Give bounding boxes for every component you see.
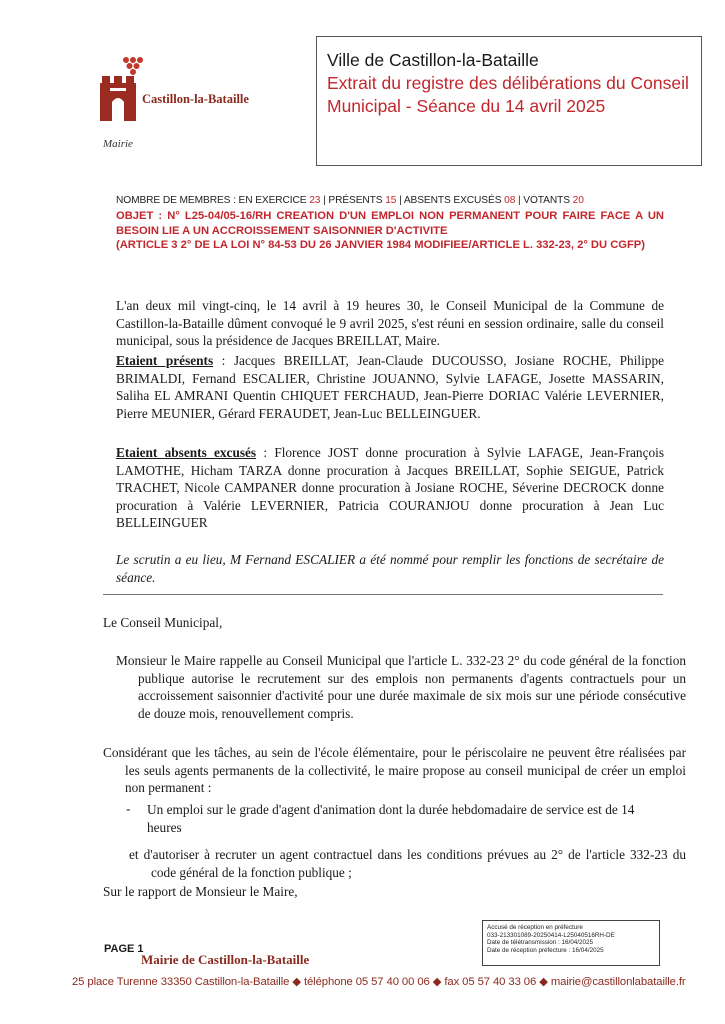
members-excuses-label: | ABSENTS EXCUSÉS bbox=[396, 195, 505, 206]
members-en-exercice: 23 bbox=[309, 195, 321, 206]
prefecture-stamp bbox=[482, 920, 660, 966]
autoriser-paragraph: et d'autoriser à recruter un agent contractuel dans les conditions prévues au 2° de l'article 332-23 du code général de la fonction publique ; bbox=[129, 847, 686, 880]
presents-text: : Jacques BREILLAT, Jean-Claude DUCOUSSO, Josiane ROCHE, Philippe BRIMALDI, Fernand ESCALIER, Christine JOUANNO, Sylvie LAFAGE, Josette MASSARIN, Saliha EL AMRANI Quentin CHIQUET FERCHAUD, Jean-Pierre DORIAC Valérie LEVERNIER, Pierre MEUNIER, Gérard FERAUDET, Jean-Luc BELLEINGUER. bbox=[116, 353, 664, 421]
considerant-paragraph: Considérant que les tâches, au sein de l'école élémentaire, pour le périscolaire ne peuvent être réalisées par les seuls agents permanents de la collectivité, le maire propose au conseil municipal de créer un emploi non permanent : bbox=[103, 745, 686, 795]
objet-block bbox=[116, 209, 664, 253]
members-excuses: 08 bbox=[504, 195, 516, 206]
stamp-line-2: 033-213301089-20250414-L25040516RH-DE bbox=[487, 931, 615, 939]
grapes-icon bbox=[123, 57, 143, 75]
footer-address: 25 place Turenne 33350 Castillon-la-Bataille ◆ téléphone 05 57 40 00 06 ◆ fax 05 57 40 33 06 ◆ mairie@castillonlabataille.fr bbox=[72, 976, 686, 988]
stamp-line-1: Accusé de réception en préfecture bbox=[487, 924, 583, 931]
conseil-heading: Le Conseil Municipal, bbox=[103, 615, 223, 630]
absents-paragraph bbox=[116, 444, 664, 532]
members-votants: 20 bbox=[572, 195, 584, 206]
logo-subtitle: Mairie bbox=[103, 138, 133, 150]
header-extract: Extrait du registre des délibérations du Conseil Municipal - Séance du 14 avril 2025 bbox=[327, 73, 689, 116]
objet-article: (ARTICLE 3 2° DE LA LOI N° 84-53 DU 26 JANVIER 1984 MODIFIEE/ARTICLE L. 332-23, 2° DU CGFP) bbox=[116, 239, 645, 251]
bullet-text: Un emploi sur le grade d'agent d'animation dont la durée hebdomadaire de service est de 14 heures bbox=[147, 802, 635, 835]
rapport-line: Sur le rapport de Monsieur le Maire, bbox=[103, 884, 298, 899]
logo-name: Castillon-la-Bataille bbox=[142, 92, 249, 106]
members-count bbox=[116, 195, 584, 206]
separator-line bbox=[103, 594, 663, 595]
members-prefix: NOMBRE DE MEMBRES : EN EXERCICE bbox=[116, 195, 310, 206]
stamp-line-4: Date de réception préfecture : 16/04/2025 bbox=[487, 946, 604, 954]
absents-label: Etaient absents excusés bbox=[116, 445, 257, 460]
city-logo bbox=[96, 54, 152, 124]
scrutin-paragraph: Le scrutin a eu lieu, M Fernand ESCALIER a été nommé pour remplir les fonctions de secrétaire de séance. bbox=[116, 552, 664, 585]
header-city: Ville de Castillon-la-Bataille bbox=[327, 50, 539, 70]
objet-title: OBJET : N° L25-04/05-16/RH CREATION D'UN EMPLOI NON PERMANENT POUR FAIRE FACE A UN BESOIN LIE A UN ACCROISSEMENT SAISONNIER D'ACTIVITE bbox=[116, 210, 664, 237]
intro-paragraph: L'an deux mil vingt-cinq, le 14 avril à 19 heures 30, le Conseil Municipal de la Commune de Castillon-la-Bataille dûment convoqué le 9 avril 2025, s'est réuni en session ordinaire, salle du conseil municipal, sous la présidence de Jacques BREILLAT, Maire. bbox=[116, 298, 664, 348]
page-number: PAGE 1 bbox=[104, 943, 144, 955]
bullet-dash: - bbox=[126, 801, 131, 816]
header-box bbox=[316, 36, 702, 166]
stamp-line-3: Date de télétransmission : 16/04/2025 bbox=[487, 939, 594, 947]
absents-text: : Florence JOST donne procuration à Sylvie LAFAGE, Jean-François LAMOTHE, Hicham TARZA donne procuration à Jacques BREILLAT, Sophie SEIGUE, Patrick TRACHET, Nicole CAMPANER donne procuration à Josiane ROCHE, Séverine DECROCK donne procuration à Valérie LEVERNIER, Patricia COURANJOU donne procuration à Jean Luc BELLEINGUER bbox=[116, 445, 664, 530]
footer-mairie: Mairie de Castillon-la-Bataille bbox=[141, 952, 310, 967]
presents-label: Etaient présents bbox=[116, 353, 214, 368]
presents-paragraph bbox=[116, 352, 664, 422]
members-votants-label: | VOTANTS bbox=[515, 195, 573, 206]
members-presents-label: | PRÉSENTS bbox=[320, 195, 386, 206]
rappel-paragraph: Monsieur le Maire rappelle au Conseil Municipal que l'article L. 332-23 2° du code général de la fonction publique autorise le recrutement sur des emplois non permanents d'agents contractuels pour un accroissement saisonnier d'activité pour une durée maximale de six mois sur une période consécutive de douze mois, renouvellement compris. bbox=[116, 653, 686, 721]
members-presents: 15 bbox=[385, 195, 397, 206]
